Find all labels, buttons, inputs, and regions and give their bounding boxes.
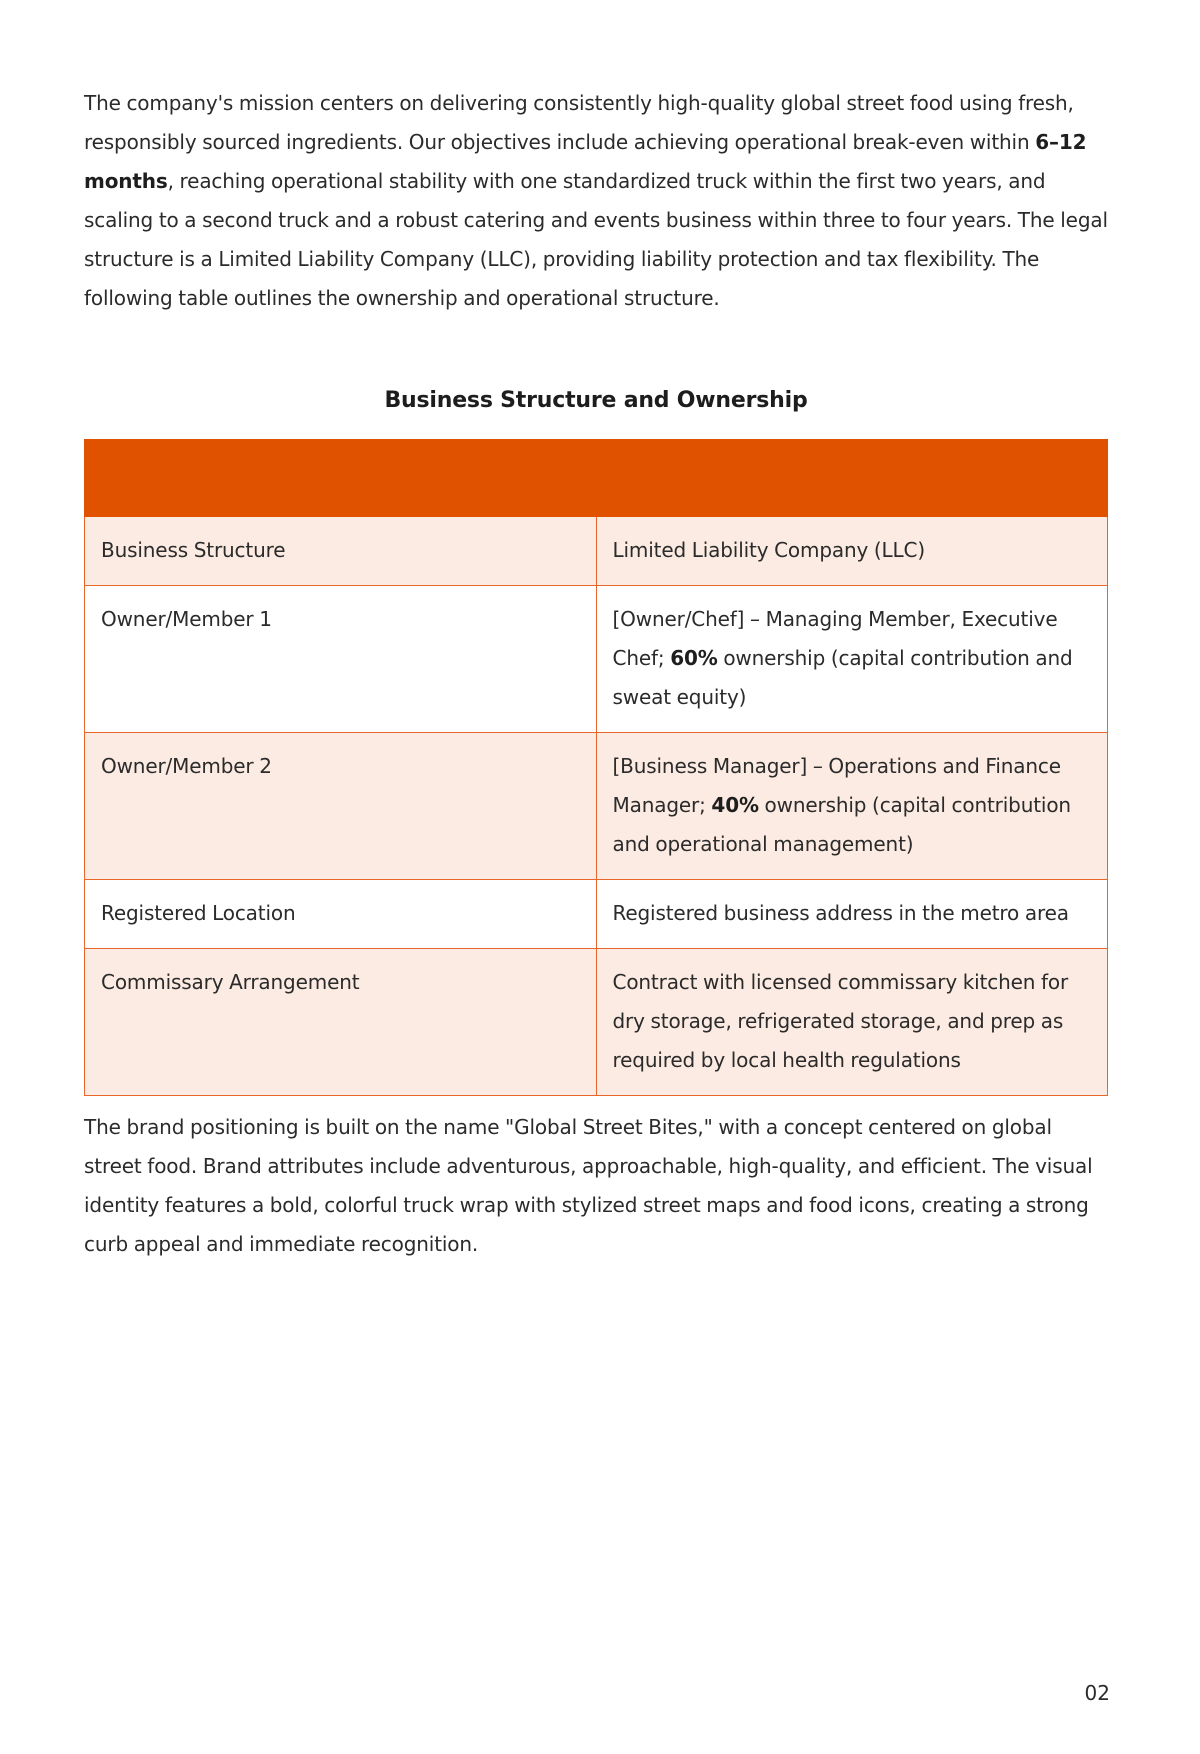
- intro-text-part1: The company's mission centers on delivering consistently high-quality global street food using fresh, responsibly sourced ingredients. Our objectives include achieving operational break-even within: [84, 91, 1074, 154]
- row-value-text: Contract with licensed commissary kitchen for dry storage, refrigerated storage, and prep as required by local health regulations: [612, 970, 1069, 1072]
- ownership-table: [84, 439, 1108, 1096]
- table-row: [85, 517, 1108, 586]
- intro-bold-timeframe: 6–12 months: [84, 130, 1087, 193]
- table-row: [85, 880, 1108, 949]
- table-row: [85, 949, 1108, 1096]
- row-value-bold: 40%: [711, 793, 759, 817]
- row-value-bold: 60%: [670, 646, 718, 670]
- page-number: 02: [1084, 1681, 1110, 1705]
- row-value-text: ownership (capital contribution and operational management): [612, 793, 1071, 856]
- document-page: [84, 84, 1108, 1264]
- intro-paragraph: [84, 84, 1108, 318]
- row-value-text: [Business Manager] – Operations and Finance Manager;: [612, 754, 1061, 817]
- table-title: Business Structure and Ownership: [384, 388, 808, 413]
- row-value-text: ownership (capital contribution and sweat equity): [612, 646, 1073, 709]
- row-value: [596, 949, 1108, 1096]
- row-value-text: [Owner/Chef] – Managing Member, Executive Chef;: [612, 607, 1058, 670]
- row-value: [596, 733, 1108, 880]
- row-label: Registered Location: [85, 880, 597, 949]
- row-value: [596, 517, 1108, 586]
- table-row: [85, 733, 1108, 880]
- table-header-band: [85, 440, 1108, 517]
- row-label: Business Structure: [85, 517, 597, 586]
- row-value: [596, 880, 1108, 949]
- intro-text-part2: , reaching operational stability with one standardized truck within the first two years, and scaling to a second truck and a robust catering and events business within three to four years. The legal structure is a Limited Liability Company (LLC), providing liability protection and tax flexibility. The following table outlines the ownership and operational structure.: [84, 169, 1108, 310]
- brand-paragraph: The brand positioning is built on the name "Global Street Bites," with a concept centered on global street food. Brand attributes include adventurous, approachable, high-quality, and efficient. The visual identity features a bold, colorful truck wrap with stylized street maps and food icons, creating a strong curb appeal and immediate recognition.: [84, 1115, 1093, 1256]
- table-header-row: [85, 440, 1108, 517]
- row-label: Owner/Member 2: [85, 733, 597, 880]
- row-value: [596, 586, 1108, 733]
- table-row: [85, 586, 1108, 733]
- row-value-text: Limited Liability Company (LLC): [612, 538, 926, 562]
- row-value-text: Registered business address in the metro area: [612, 901, 1069, 925]
- row-label: Commissary Arrangement: [85, 949, 597, 1096]
- row-label: Owner/Member 1: [85, 586, 597, 733]
